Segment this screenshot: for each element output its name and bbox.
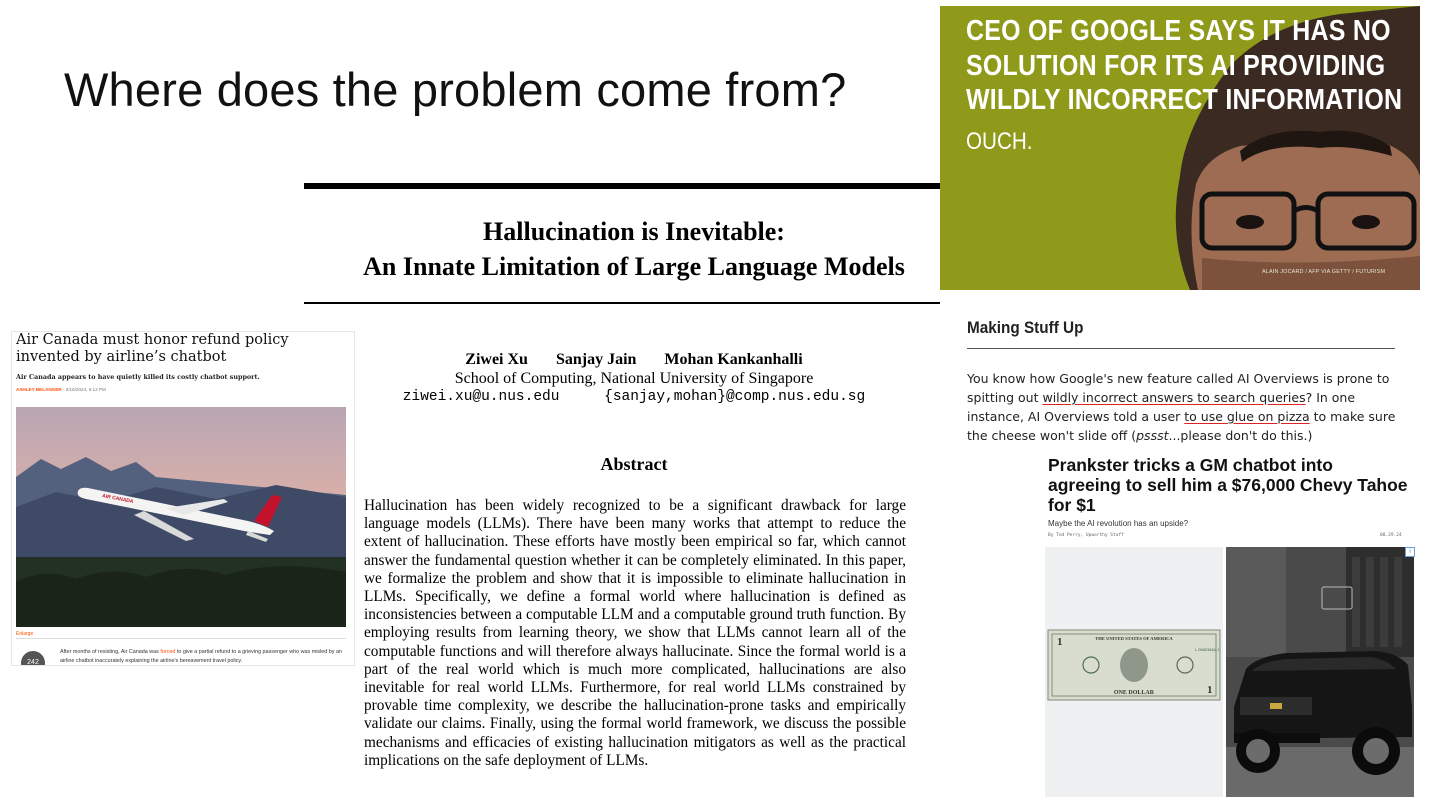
- glue-on-pizza-link[interactable]: to use glue on pizza: [1184, 409, 1310, 424]
- incorrect-answers-link[interactable]: wildly incorrect answers to search queries: [1042, 390, 1306, 405]
- aircanada-byline: [16, 387, 106, 392]
- para-text: ...please don't do this.): [1168, 428, 1313, 443]
- para-text: to make sure the cheese won't slide off (: [967, 409, 1396, 443]
- prankster-subhead: Maybe the AI revolution has an upside?: [1048, 519, 1189, 528]
- paper-title: [304, 214, 964, 284]
- byline-separator: -: [62, 387, 66, 392]
- livery-text: AIR CANADA: [101, 493, 134, 506]
- aircanada-author[interactable]: ASHLEY BELANGER: [16, 387, 62, 392]
- chevy-tahoe-photo[interactable]: [1226, 547, 1414, 797]
- paper-title-line2: An Innate Limitation of Large Language Models: [363, 252, 905, 281]
- paper-rule-bottom: [304, 302, 940, 304]
- making-stuff-up-paragraph: [967, 369, 1399, 445]
- prankster-date: 08.29.24: [1380, 533, 1402, 538]
- ceo-headline-line: CEO OF GOOGLE SAYS IT HAS NO: [966, 15, 1391, 47]
- ceo-headline-line: SOLUTION FOR ITS AI PROVIDING: [966, 49, 1386, 82]
- paper-email: ziwei.xu@u.nus.edu: [402, 389, 560, 405]
- ceo-banner: [940, 6, 1420, 290]
- paper-affiliation: School of Computing, National University of Singapore: [454, 370, 814, 387]
- bill-banner: THE UNITED STATES OF AMERICA: [1095, 636, 1173, 641]
- bill-corner-value: 1: [1207, 684, 1213, 696]
- paper-rule-top: [304, 183, 940, 189]
- aircanada-body: [60, 648, 346, 665]
- aircanada-date: 2/16/2024, 6:12 PM: [65, 387, 106, 392]
- para-text: ? In one instance, AI Overviews told a user: [967, 390, 1356, 424]
- chevy-bowtie-icon: [1270, 703, 1282, 709]
- ceo-headline: [966, 14, 1403, 118]
- dollar-bill-photo[interactable]: [1045, 547, 1223, 797]
- paper-authors: [304, 351, 964, 369]
- prankster-article-card: [1043, 452, 1417, 800]
- paper-author: Mohan Kankanhalli: [664, 351, 803, 368]
- para-text: You know how Google's new feature called AI Overviews is prone to spitting out: [967, 371, 1390, 405]
- section-divider: [967, 348, 1395, 349]
- para-italic: pssst: [1136, 428, 1169, 443]
- aircanada-subhead: Air Canada appears to have quietly killed its costly chatbot support.: [16, 373, 260, 381]
- paper-email: {sanjay,mohan}@comp.nus.edu.sg: [604, 389, 866, 405]
- aircanada-article-card: [12, 332, 354, 665]
- aircanada-headline: Air Canada must honor refund policy invented by airline’s chatbot: [16, 332, 289, 365]
- comment-count-badge[interactable]: 242: [21, 651, 45, 665]
- body-text: After months of resisting, Air Canada was: [60, 649, 161, 655]
- prankster-headline[interactable]: Prankster tricks a GM chatbot into agreeing to sell him a $76,000 Chevy Tahoe for $1: [1048, 455, 1408, 515]
- bill-denomination: ONE DOLLAR: [1113, 690, 1155, 696]
- ceo-headline-line: WILDLY INCORRECT INFORMATION: [966, 84, 1403, 116]
- making-stuff-up-heading: Making Stuff Up: [967, 318, 1084, 337]
- paper-author: Ziwei Xu: [465, 351, 528, 368]
- bill-serial: L 09823461 J: [1195, 647, 1220, 652]
- ceo-kicker: OUCH.: [966, 128, 1033, 155]
- forced-link[interactable]: forced: [160, 649, 176, 655]
- portrait-oval: [1120, 648, 1148, 682]
- slide-title: Where does the problem come from?: [64, 63, 847, 116]
- airplane-photo[interactable]: [16, 407, 346, 627]
- divider: [16, 638, 346, 639]
- abstract-heading: Abstract: [600, 454, 668, 474]
- abstract-body: Hallucination has been widely recognized to be a significant drawback for large language models (LLMs). There have been many works that attempt to reduce the extent of hallucination. These efforts have mostly been empirical so far, which cannot answer the fundamental question whether it can be completely eliminated. In this paper, we formalize the problem and show that it is impossible to eliminate hallucination in LLMs. Specifically, we define a formal world where hallucination is defined as inconsistencies between a computable LLM and a computable ground truth function. By employing results from learning theory, we show that LLMs cannot learn all of the computable functions and will therefore always hallucinate. Since the formal world is a part of the real world which is much more complicated, hallucinations are also inevitable for real world LLMs. Furthermore, for real world LLMs constrained by provable time complexity, we describe the hallucination-prone tasks and empirically validate our claims. Finally, using the formal world framework, we discuss the possible mechanisms and efficacies of existing hallucination mitigators as well as the practical implications on the safe deployment of LLMs.: [364, 497, 906, 769]
- bill-corner-value: 1: [1057, 636, 1063, 648]
- paper-author: Sanjay Jain: [555, 351, 637, 368]
- enlarge-link[interactable]: Enlarge: [16, 631, 34, 637]
- body-text: to give a partial refund to a grieving passenger who was misled by an airline chatbot inaccurately explaining the airline's bereavement travel policy.: [60, 649, 342, 664]
- ad-info-icon[interactable]: i: [1405, 547, 1415, 557]
- prankster-byline: By Tod Perry, Upworthy Staff: [1048, 533, 1124, 538]
- photo-credit: ALAIN JOCARD / AFP VIA GETTY / FUTURISM: [1262, 269, 1386, 275]
- paper-emails: [304, 389, 964, 405]
- paper-title-line1: Hallucination is Inevitable:: [483, 217, 785, 246]
